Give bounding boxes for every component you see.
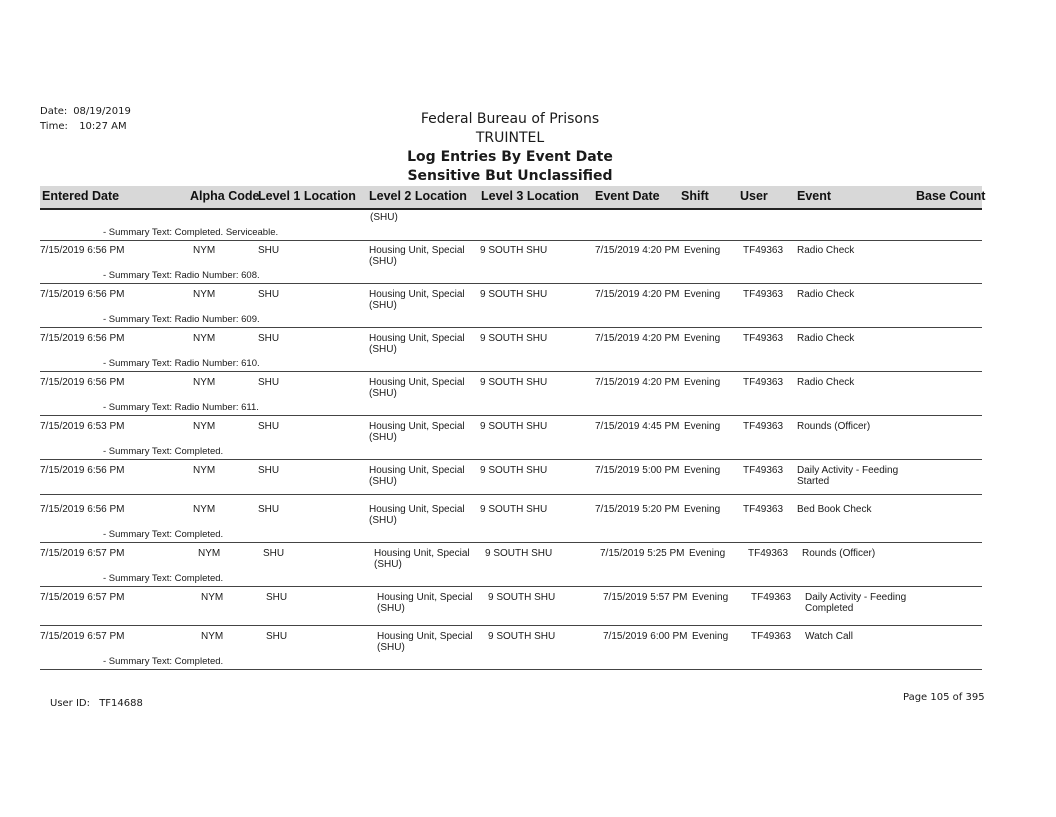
report-time bbox=[40, 121, 127, 132]
cell-summary-text: - Summary Text: Completed. bbox=[103, 446, 224, 457]
cell-alpha-code: NYM bbox=[201, 592, 224, 603]
date-value: 08/19/2019 bbox=[73, 106, 131, 117]
cell-user: TF49363 bbox=[743, 377, 784, 388]
cell-level1: SHU bbox=[258, 465, 280, 476]
col-level1: Level 1 Location bbox=[258, 189, 356, 203]
cell-entered-date: 7/15/2019 6:53 PM bbox=[40, 421, 125, 432]
cell-entered-date: 7/15/2019 6:57 PM bbox=[40, 592, 125, 603]
cell-level1: SHU bbox=[258, 421, 280, 432]
cell-level2: Housing Unit, Special (SHU) bbox=[369, 245, 465, 267]
cell-level3: 9 SOUTH SHU bbox=[480, 377, 548, 388]
cell-shift: Evening bbox=[684, 333, 721, 344]
cell-entered-date: 7/15/2019 6:56 PM bbox=[40, 504, 125, 515]
col-level3: Level 3 Location bbox=[481, 189, 579, 203]
row-divider bbox=[40, 283, 982, 284]
column-header-row bbox=[40, 186, 986, 210]
report-title bbox=[380, 110, 640, 186]
cell-level1: SHU bbox=[258, 289, 280, 300]
cell-level2: Housing Unit, Special (SHU) bbox=[369, 421, 465, 443]
cell-event: Rounds (Officer) bbox=[802, 548, 876, 559]
col-user: User bbox=[740, 189, 768, 203]
cell-user: TF49363 bbox=[743, 245, 784, 256]
cell-event: Radio Check bbox=[797, 289, 855, 300]
report-date bbox=[40, 106, 131, 117]
cell-level3: 9 SOUTH SHU bbox=[480, 333, 548, 344]
cell-shift: Evening bbox=[692, 592, 729, 603]
cell-summary-text: - Summary Text: Radio Number: 611. bbox=[103, 402, 259, 413]
cell-event-date: 7/15/2019 5:25 PM bbox=[600, 548, 685, 559]
cell-event: Rounds (Officer) bbox=[797, 421, 871, 432]
date-label: Date: bbox=[40, 106, 68, 117]
cell-entered-date: 7/15/2019 6:57 PM bbox=[40, 548, 125, 559]
cell-user: TF49363 bbox=[743, 289, 784, 300]
title-agency: Federal Bureau of Prisons bbox=[420, 111, 600, 127]
cell-level1: SHU bbox=[258, 333, 280, 344]
cell-shift: Evening bbox=[684, 421, 721, 432]
col-shift: Shift bbox=[681, 189, 709, 203]
cell-summary-text: - Summary Text: Radio Number: 609. bbox=[103, 314, 260, 325]
cell-level3: 9 SOUTH SHU bbox=[480, 289, 548, 300]
cell-level3: 9 SOUTH SHU bbox=[480, 504, 548, 515]
row-divider bbox=[40, 669, 982, 670]
cell-summary-text: - Summary Text: Completed. bbox=[103, 529, 224, 540]
cell-summary-text: - Summary Text: Completed. bbox=[103, 573, 224, 584]
cell-alpha-code: NYM bbox=[198, 548, 221, 559]
footer-user-value: TF14688 bbox=[99, 698, 143, 709]
cell-level2: Housing Unit, Special (SHU) bbox=[369, 289, 465, 311]
cell-user: TF49363 bbox=[743, 465, 784, 476]
cell-user: TF49363 bbox=[743, 504, 784, 515]
cell-level2: Housing Unit, Special (SHU) bbox=[369, 333, 465, 355]
cell-level3: 9 SOUTH SHU bbox=[480, 465, 548, 476]
title-report-name: Log Entries By Event Date bbox=[407, 149, 613, 165]
col-entered-date: Entered Date bbox=[42, 189, 120, 203]
cell-summary-text: - Summary Text: Completed. bbox=[103, 656, 224, 667]
cell-level1: SHU bbox=[266, 592, 288, 603]
time-value: 10:27 AM bbox=[79, 121, 127, 132]
cell-level1: SHU bbox=[258, 377, 280, 388]
row-divider bbox=[40, 240, 982, 241]
cell-level2: Housing Unit, Special (SHU) bbox=[369, 465, 465, 487]
cell-level3: 9 SOUTH SHU bbox=[480, 245, 548, 256]
cell-event-date: 7/15/2019 4:20 PM bbox=[595, 333, 680, 344]
cell-event: Radio Check bbox=[797, 377, 855, 388]
col-base-count: Base Count bbox=[916, 189, 986, 203]
cell-shift: Evening bbox=[692, 631, 729, 642]
cell-shift: Evening bbox=[684, 377, 721, 388]
row-divider bbox=[40, 371, 982, 372]
cell-entered-date: 7/15/2019 6:57 PM bbox=[40, 631, 125, 642]
cell-alpha-code: NYM bbox=[193, 377, 216, 388]
cell-alpha-code: NYM bbox=[193, 421, 216, 432]
cell-event-date: 7/15/2019 4:20 PM bbox=[595, 289, 680, 300]
title-classification: Sensitive But Unclassified bbox=[407, 168, 613, 184]
cell-level3: 9 SOUTH SHU bbox=[480, 421, 548, 432]
cell-user: TF49363 bbox=[751, 631, 792, 642]
cell-event-date: 7/15/2019 5:20 PM bbox=[595, 504, 680, 515]
cell-shift: Evening bbox=[689, 548, 726, 559]
cell-alpha-code: NYM bbox=[201, 631, 224, 642]
cell-event: Bed Book Check bbox=[797, 504, 872, 515]
row-divider bbox=[40, 586, 982, 587]
cell-level2: Housing Unit, Special (SHU) bbox=[369, 504, 465, 526]
cell-alpha-code: NYM bbox=[193, 289, 216, 300]
cell-level1: SHU bbox=[258, 504, 280, 515]
cell-level3: 9 SOUTH SHU bbox=[488, 631, 556, 642]
cell-level2: Housing Unit, Special (SHU) bbox=[377, 592, 473, 614]
cell-user: TF49363 bbox=[748, 548, 789, 559]
row-divider bbox=[40, 415, 982, 416]
cell-shift: Evening bbox=[684, 504, 721, 515]
cell-level1: SHU bbox=[266, 631, 288, 642]
row-divider bbox=[40, 327, 982, 328]
cell-event: Daily Activity - Feeding Completed bbox=[805, 592, 907, 614]
cell-entered-date: 7/15/2019 6:56 PM bbox=[40, 377, 125, 388]
cell-alpha-code: NYM bbox=[193, 245, 216, 256]
cell-shift: Evening bbox=[684, 465, 721, 476]
carryover-level2: (SHU) bbox=[370, 212, 398, 223]
cell-level3: 9 SOUTH SHU bbox=[485, 548, 553, 559]
footer-user-label: User ID: bbox=[50, 698, 90, 709]
cell-level1: SHU bbox=[258, 245, 280, 256]
cell-event-date: 7/15/2019 4:20 PM bbox=[595, 377, 680, 388]
cell-entered-date: 7/15/2019 6:56 PM bbox=[40, 465, 125, 476]
cell-event-date: 7/15/2019 4:45 PM bbox=[595, 421, 680, 432]
row-divider bbox=[40, 494, 982, 495]
cell-user: TF49363 bbox=[743, 333, 784, 344]
cell-entered-date: 7/15/2019 6:56 PM bbox=[40, 289, 125, 300]
cell-event-date: 7/15/2019 4:20 PM bbox=[595, 245, 680, 256]
cell-event: Watch Call bbox=[805, 631, 853, 642]
cell-shift: Evening bbox=[684, 245, 721, 256]
cell-level2: Housing Unit, Special (SHU) bbox=[377, 631, 473, 653]
cell-entered-date: 7/15/2019 6:56 PM bbox=[40, 333, 125, 344]
cell-alpha-code: NYM bbox=[193, 465, 216, 476]
cell-level3: 9 SOUTH SHU bbox=[488, 592, 556, 603]
row-divider bbox=[40, 625, 982, 626]
time-label: Time: bbox=[40, 121, 68, 132]
cell-user: TF49363 bbox=[743, 421, 784, 432]
cell-event-date: 7/15/2019 5:57 PM bbox=[603, 592, 688, 603]
row-divider bbox=[40, 542, 982, 543]
cell-event: Radio Check bbox=[797, 333, 855, 344]
page-number: Page 105 of 395 bbox=[903, 692, 985, 703]
carryover-summary: - Summary Text: Completed. Serviceable. bbox=[103, 227, 279, 238]
row-divider bbox=[40, 459, 982, 460]
col-level2: Level 2 Location bbox=[369, 189, 467, 203]
cell-shift: Evening bbox=[684, 289, 721, 300]
cell-alpha-code: NYM bbox=[193, 504, 216, 515]
cell-event: Radio Check bbox=[797, 245, 855, 256]
col-alpha-code: Alpha Code bbox=[190, 189, 260, 203]
cell-event: Daily Activity - Feeding Started bbox=[797, 465, 899, 487]
cell-entered-date: 7/15/2019 6:56 PM bbox=[40, 245, 125, 256]
col-event: Event bbox=[797, 189, 832, 203]
cell-event-date: 7/15/2019 5:00 PM bbox=[595, 465, 680, 476]
cell-user: TF49363 bbox=[751, 592, 792, 603]
title-system: TRUINTEL bbox=[475, 130, 545, 146]
cell-level2: Housing Unit, Special (SHU) bbox=[369, 377, 465, 399]
cell-level2: Housing Unit, Special (SHU) bbox=[374, 548, 470, 570]
cell-summary-text: - Summary Text: Radio Number: 608. bbox=[103, 270, 260, 281]
cell-summary-text: - Summary Text: Radio Number: 610. bbox=[103, 358, 260, 369]
cell-alpha-code: NYM bbox=[193, 333, 216, 344]
footer-user-id bbox=[50, 698, 143, 709]
cell-level1: SHU bbox=[263, 548, 285, 559]
col-event-date: Event Date bbox=[595, 189, 660, 203]
cell-event-date: 7/15/2019 6:00 PM bbox=[603, 631, 688, 642]
